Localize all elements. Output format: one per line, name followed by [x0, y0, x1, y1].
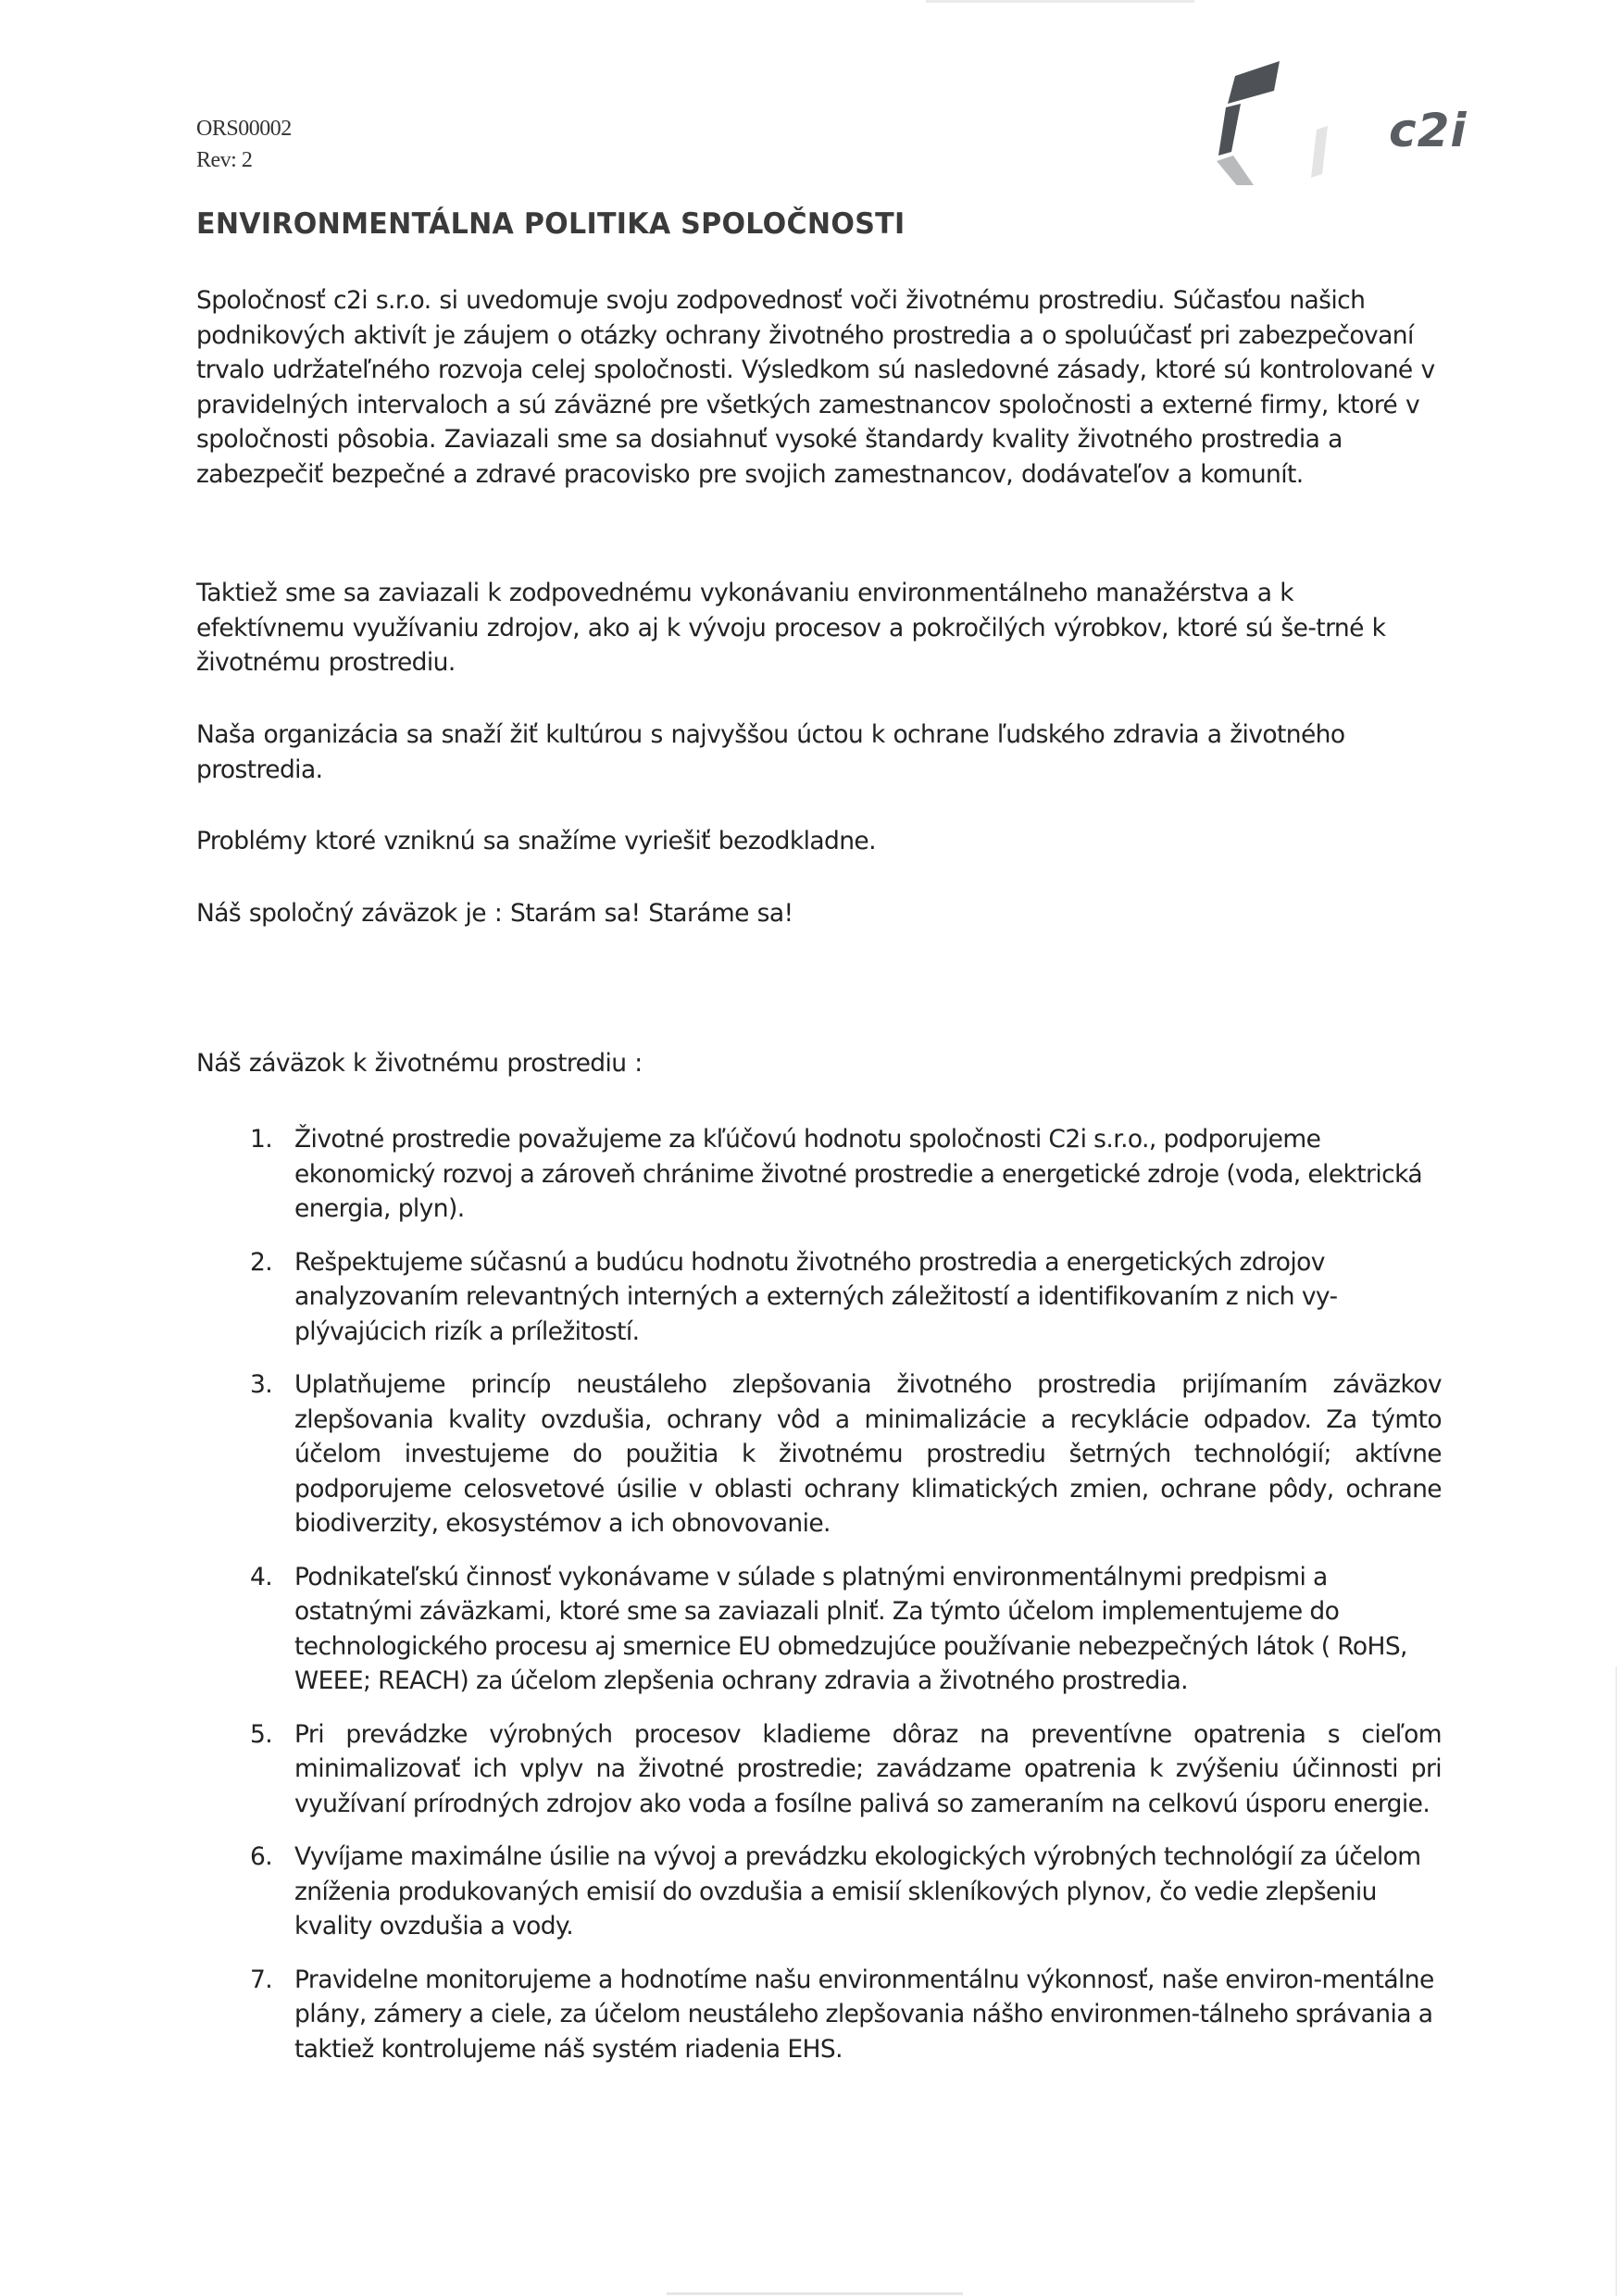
list-item-text: Rešpektujeme súčasnú a budúcu hodnotu životného prostredia a energetických zdrojov analyzovaním relevantných interných a externých záležitostí a identifikovaním z nich vy-plývajúcich rizík a príležitostí.	[294, 1247, 1338, 1346]
list-item	[196, 1717, 1442, 1822]
page-title: ENVIRONMENTÁLNA POLITIKA SPOLOČNOSTI	[196, 207, 906, 241]
scan-artifact-bottom	[667, 2292, 963, 2295]
document-revision: Rev: 2	[196, 148, 253, 172]
list-item-number: 7.	[250, 1965, 273, 1994]
motto-paragraph: Náš spoločný záväzok je : Starám sa! Staráme sa!	[196, 899, 793, 928]
list-item-text: Podnikateľskú činnosť vykonávame v súlade s platnými environmentálnymi predpismi a ostatnými záväzkami, ktoré sme sa zaviazali plniť. Za týmto účelom implementujeme do technologického procesu aj smernice EU obmedzujúce používanie nebezpečných látok ( RoHS, WEEE; REACH) za účelom zlepšenia ochrany zdravia a životného prostredia.	[294, 1562, 1407, 1695]
list-item	[196, 1122, 1442, 1227]
logo-text: c2i	[1389, 104, 1468, 157]
scan-artifact-edge	[1616, 1666, 1617, 2296]
list-item-text: Životné prostredie považujeme za kľúčovú hodnotu spoločnosti C2i s.r.o., podporujeme ekonomický rozvoj a zároveň chránime životné prostredie a energetické zdroje (voda, elektrická energia, plyn).	[294, 1125, 1423, 1223]
c2i-logo-mark-icon	[1213, 56, 1352, 185]
list-item-number: 2.	[250, 1247, 273, 1277]
list-item-text: Vyvíjame maximálne úsilie na vývoj a prevádzku ekologických výrobných technológií za účelom zníženia produkovaných emisií do ovzdušia a emisií skleníkových plynov, čo vedie zlepšeniu kvality ovzdušia a vody.	[294, 1842, 1421, 1940]
commitments-list	[196, 1122, 1442, 2085]
list-item-text: Uplatňujeme princíp neustáleho zlepšovania životného prostredia prijímaním záväzkov zlepšovania kvality ovzdušia, ochrany vôd a minimalizácie a recyklácie odpadov. Za týmto účelom investujeme do použitia k životnému prostrediu šetrných technológií; aktívne podporujeme celosvetové úsilie v oblasti ochrany klimatických zmien, ochrane pôdy, ochrane biodiverzity, ekosystémov a ich obnovovanie.	[294, 1370, 1442, 1538]
list-item	[196, 1840, 1442, 1944]
list-item	[196, 1963, 1442, 2067]
list-item-text: Pri prevádzke výrobných procesov kladieme dôraz na preventívne opatrenia s cieľom minimalizovať ich vplyv na životné prostredie; zavádzame opatrenia k zvýšeniu účinnosti pri využívaní prírodných zdrojov ako voda a fosílne palivá so zameraním na celkovú úsporu energie.	[294, 1719, 1442, 1818]
list-item	[196, 1245, 1442, 1350]
company-logo	[1213, 56, 1468, 185]
document-code: ORS00002	[196, 117, 292, 141]
list-item	[196, 1560, 1442, 1699]
document-header	[196, 113, 292, 176]
culture-paragraph: Naša organizácia sa snaží žiť kultúrou s najvyššou úctou k ochrane ľudského zdravia a životného prostredia.	[196, 720, 1345, 784]
intro-paragraph: Spoločnosť c2i s.r.o. si uvedomuje svoju zodpovednosť voči životnému prostrediu. Súčasťou našich podnikových aktivít je záujem o otázky ochrany životného prostredia a o spoluúčasť pri zabezpečovaní trvalo udržateľného rozvoja celej spoločnosti. Výsledkom sú nasledovné zásady, ktoré sú kontrolované v pravidelných intervaloch a sú záväzné pre všetkých zamestnancov spoločnosti a externé firmy, ktoré v spoločnosti pôsobia. Zaviazali sme sa dosiahnuť vysoké štandardy kvality životného prostredia a zabezpečiť bezpečné a zdravé pracovisko pre svojich zamestnancov, dodávateľov a komunít.	[196, 286, 1435, 489]
list-item-number: 3.	[250, 1370, 273, 1399]
list-item	[196, 1367, 1442, 1541]
problems-paragraph: Problémy ktoré vzniknú sa snažíme vyriešiť bezodkladne.	[196, 827, 876, 855]
list-item-number: 1.	[250, 1125, 273, 1154]
list-item-text: Pravidelne monitorujeme a hodnotíme našu environmentálnu výkonnosť, naše environ-mentálne plány, zámery a ciele, za účelom neustáleho zlepšovania nášho environmen-tálneho správania a taktiež kontrolujeme náš systém riadenia EHS.	[294, 1965, 1434, 2064]
list-item-number: 4.	[250, 1562, 273, 1591]
list-item-number: 6.	[250, 1842, 273, 1871]
list-item-number: 5.	[250, 1719, 273, 1749]
commitments-heading: Náš záväzok k životnému prostrediu :	[196, 1049, 643, 1078]
management-paragraph: Taktiež sme sa zaviazali k zodpovednému vykonávaniu environmentálneho manažérstva a k efektívnemu využívaniu zdrojov, ako aj k vývoju procesov a pokročilých výrobkov, ktoré sú še-trné k životnému prostrediu.	[196, 579, 1386, 677]
scan-artifact-top	[926, 0, 1194, 3]
